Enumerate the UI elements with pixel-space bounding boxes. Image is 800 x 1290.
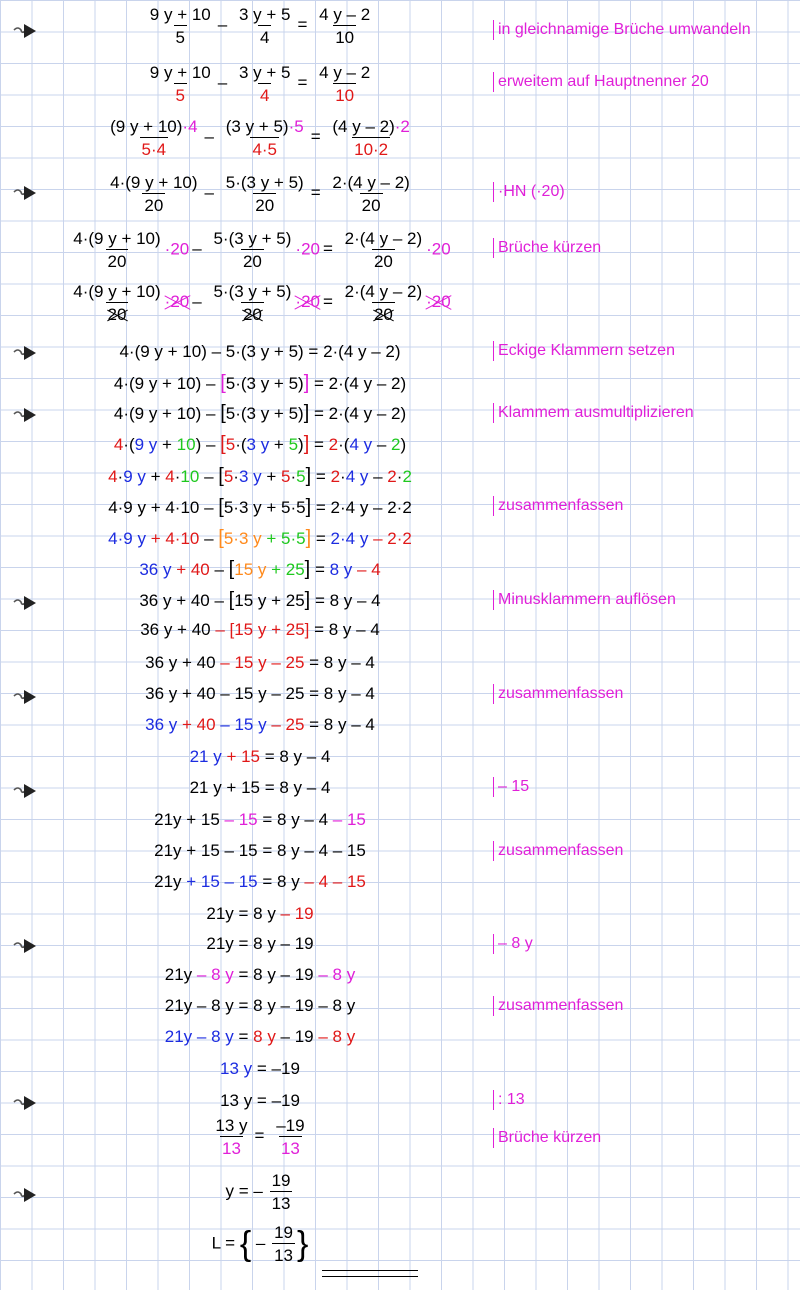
equation-row: 36 y + 40 – [15 y + 25] = 8 y – 4	[140, 620, 380, 639]
equation-row: 21y + 15 – 15 = 8 y – 4 – 15	[154, 841, 366, 860]
equation-row: 36 y + 40 – 15 y – 25 = 8 y – 4	[145, 684, 375, 703]
step-note: zusammenfassen	[493, 496, 623, 516]
equation-row: 21y = 8 y – 19	[206, 904, 314, 923]
step-note: Klammem ausmultiplizieren	[493, 403, 694, 423]
solution-set: L = { – $\frac{19}{13}$ }	[211, 1223, 309, 1265]
double-underline	[322, 1270, 418, 1277]
step-note: zusammenfassen	[493, 684, 623, 704]
equation-row: 4·9 y + 4·10 – [5·3 y + 5·5] = 2·4 y – 2·2	[108, 465, 412, 487]
step-note: zusammenfassen	[493, 996, 623, 1016]
step-note: Brüche kürzen	[493, 1128, 601, 1148]
step-note: ·HN (·20)	[493, 182, 565, 202]
equation-row: 21y + 15 – 15 = 8 y – 4 – 15	[154, 872, 366, 891]
equation-row: 36 y + 40 – [15 y + 25] = 8 y – 4	[139, 589, 381, 611]
step-note: – 8 y	[493, 934, 533, 954]
step-note: in gleichnamige Brüche umwandeln	[493, 20, 751, 40]
equation-row: 36 y + 40 – [15 y + 25] = 8 y – 4	[139, 558, 381, 580]
equation-row: 21y = 8 y – 19	[206, 934, 314, 953]
step-note: Eckige Klammern setzen	[493, 341, 675, 361]
step-note: Brüche kürzen	[493, 238, 601, 258]
equation-row: 13 y = –19	[220, 1059, 300, 1078]
equation-row: $\frac{4\cdot(9 y + 10)}{20}$ – $\frac{5\cdot(3 y + 5)}{20}$ = $\frac{2\cdot(4 y - 2)}{20}$	[110, 173, 410, 215]
equation-row: 21y – 8 y = 8 y – 19 – 8 y	[164, 1027, 356, 1046]
equation-row: 21 y + 15 = 8 y – 4	[189, 747, 331, 766]
step-note: Minusklammern auflösen	[493, 590, 676, 610]
equation-row: 4·(9 y + 10) – 5·(3 y + 5) = 2·(4 y – 2)	[119, 342, 401, 361]
equation-row: 21 y + 15 = 8 y – 4	[189, 778, 331, 797]
equation-row: y = – $\frac{19}{13}$	[225, 1171, 291, 1213]
equation-row: $\frac{13 y}{13}$ = $\frac{-19}{13}$	[215, 1116, 305, 1158]
equation-row: 21y – 8 y = 8 y – 19 – 8 y	[164, 965, 356, 984]
equation-row: 13 y = –19	[220, 1091, 300, 1110]
equation-row: 4·(9 y + 10) – [5·(3 y + 5)] = 2·(4 y – 2)	[113, 402, 407, 424]
equation-row: 21y – 8 y = 8 y – 19 – 8 y	[164, 996, 356, 1015]
equation-row: $\frac{4\cdot(9 y + 10)}{20}$ ·20 – $\frac{5\cdot(3 y + 5)}{20}$ ·20 = $\frac{2\cdot(4 y - 2)}{20}$ ·20	[73, 282, 451, 324]
equation-row: 4·9 y + 4·10 – [5·3 y + 5·5] = 2·4 y – 2·2	[108, 527, 412, 549]
equation-row: 4·(9 y + 10) – [5·(3 y + 5)] = 2·(4 y – 2)	[113, 372, 407, 394]
equation-row: 36 y + 40 – 15 y – 25 = 8 y – 4	[145, 653, 375, 672]
step-note: – 15	[493, 777, 529, 797]
equation-row: 4·9 y + 4·10 – [5·3 y + 5·5] = 2·4 y – 2·2	[108, 496, 412, 518]
equation-row: $\frac{(9 y + 10)\cdot 4}{5\cdot 4}$ – $\frac{(3 y + 5)\cdot 5}{4\cdot 5}$ = $\frac{(4 y - 2)\cdot 2}{10\cdot 2}$	[110, 117, 410, 159]
equation-row: 36 y + 40 – 15 y – 25 = 8 y – 4	[145, 715, 375, 734]
equation-row: $\frac{9 y + 10}{5}$ – $\frac{3 y + 5}{4}$ = $\frac{4 y - 2}{10}$	[149, 5, 371, 47]
equation-row: $\frac{9 y + 10}{5}$ – $\frac{3 y + 5}{4}$ = $\frac{4 y - 2}{10}$	[149, 63, 371, 105]
equation-row: 21y + 15 – 15 = 8 y – 4 – 15	[154, 810, 366, 829]
step-note: zusammenfassen	[493, 841, 623, 861]
equation-row: $\frac{4\cdot(9 y + 10)}{20}$ ·20 – $\frac{5\cdot(3 y + 5)}{20}$ ·20 = $\frac{2\cdot(4 y - 2)}{20}$ ·20	[73, 229, 451, 271]
step-note: : 13	[493, 1090, 525, 1110]
step-note: erweitem auf Hauptnenner 20	[493, 72, 709, 92]
equation-row: 4·(9 y + 10) – [5·(3 y + 5)] = 2·(4 y – 2)	[113, 433, 407, 455]
